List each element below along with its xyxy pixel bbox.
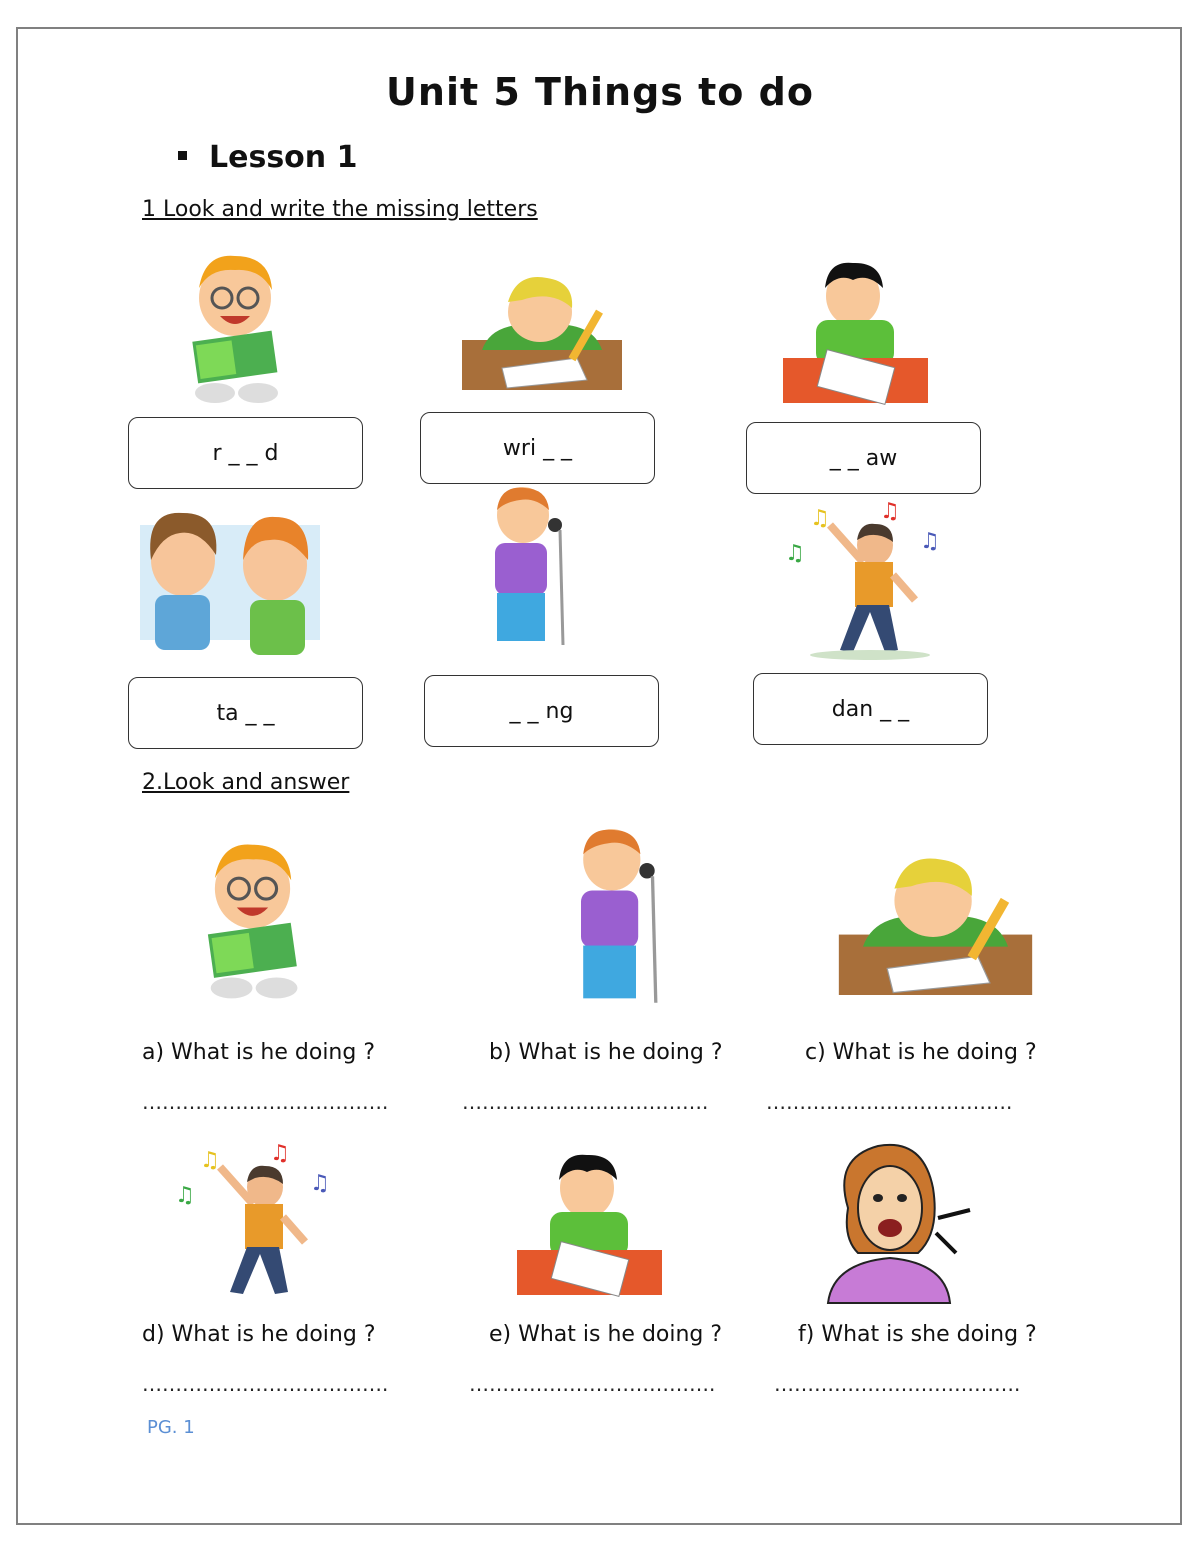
boy-singing-icon [570,825,680,1010]
lesson-heading: Lesson 1 [178,140,357,175]
boys-talking-icon [140,505,320,655]
answer-line-a[interactable]: ………………………………. [142,1090,389,1114]
svg-text:♫: ♫ [810,506,830,531]
answer-line-f[interactable]: ………………………………. [774,1372,1021,1396]
woman-talking-icon [828,1138,978,1303]
svg-text:♫: ♫ [200,1148,220,1173]
word-box-read[interactable]: r _ _ d [128,417,363,489]
boy-drawing-icon [783,258,928,413]
answer-line-b[interactable]: ………………………………. [462,1090,709,1114]
svg-text:♫: ♫ [880,499,900,524]
word-box-sing[interactable]: _ _ ng [424,675,659,747]
question-e: e) What is he doing ? [489,1322,723,1347]
answer-line-c[interactable]: ………………………………. [766,1090,1013,1114]
question-d: d) What is he doing ? [142,1322,376,1347]
boy-writing-icon [838,850,1033,995]
word-box-draw[interactable]: _ _ aw [746,422,981,494]
bullet-icon [178,151,187,160]
word-box-write[interactable]: wri _ _ [420,412,655,484]
boy-writing-icon [462,270,622,390]
boy-reading-icon [195,825,310,1015]
boy-reading-icon [180,248,290,408]
svg-text:♫: ♫ [920,529,940,554]
answer-line-e[interactable]: ………………………………. [469,1372,716,1396]
boy-dancing-icon [785,500,950,660]
svg-text:♫: ♫ [310,1171,330,1196]
question-b: b) What is he doing ? [489,1040,723,1065]
svg-text:♫: ♫ [175,1183,195,1208]
page-title: Unit 5 Things to do [386,70,814,114]
question-a: a) What is he doing ? [142,1040,376,1065]
exercise1-heading: 1 Look and write the missing letters [142,197,538,222]
word-box-dance[interactable]: dan _ _ [753,673,988,745]
boy-singing-icon [485,485,585,650]
boy-drawing-icon [517,1150,662,1305]
question-f: f) What is she doing ? [798,1322,1037,1347]
page-number: PG. 1 [147,1417,195,1438]
boy-dancing-icon [175,1142,340,1302]
word-box-talk[interactable]: ta _ _ [128,677,363,749]
answer-line-d[interactable]: ………………………………. [142,1372,389,1396]
svg-text:♫: ♫ [785,541,805,566]
exercise2-heading: 2.Look and answer [142,770,350,795]
svg-text:♫: ♫ [270,1141,290,1166]
question-c: c) What is he doing ? [805,1040,1037,1065]
